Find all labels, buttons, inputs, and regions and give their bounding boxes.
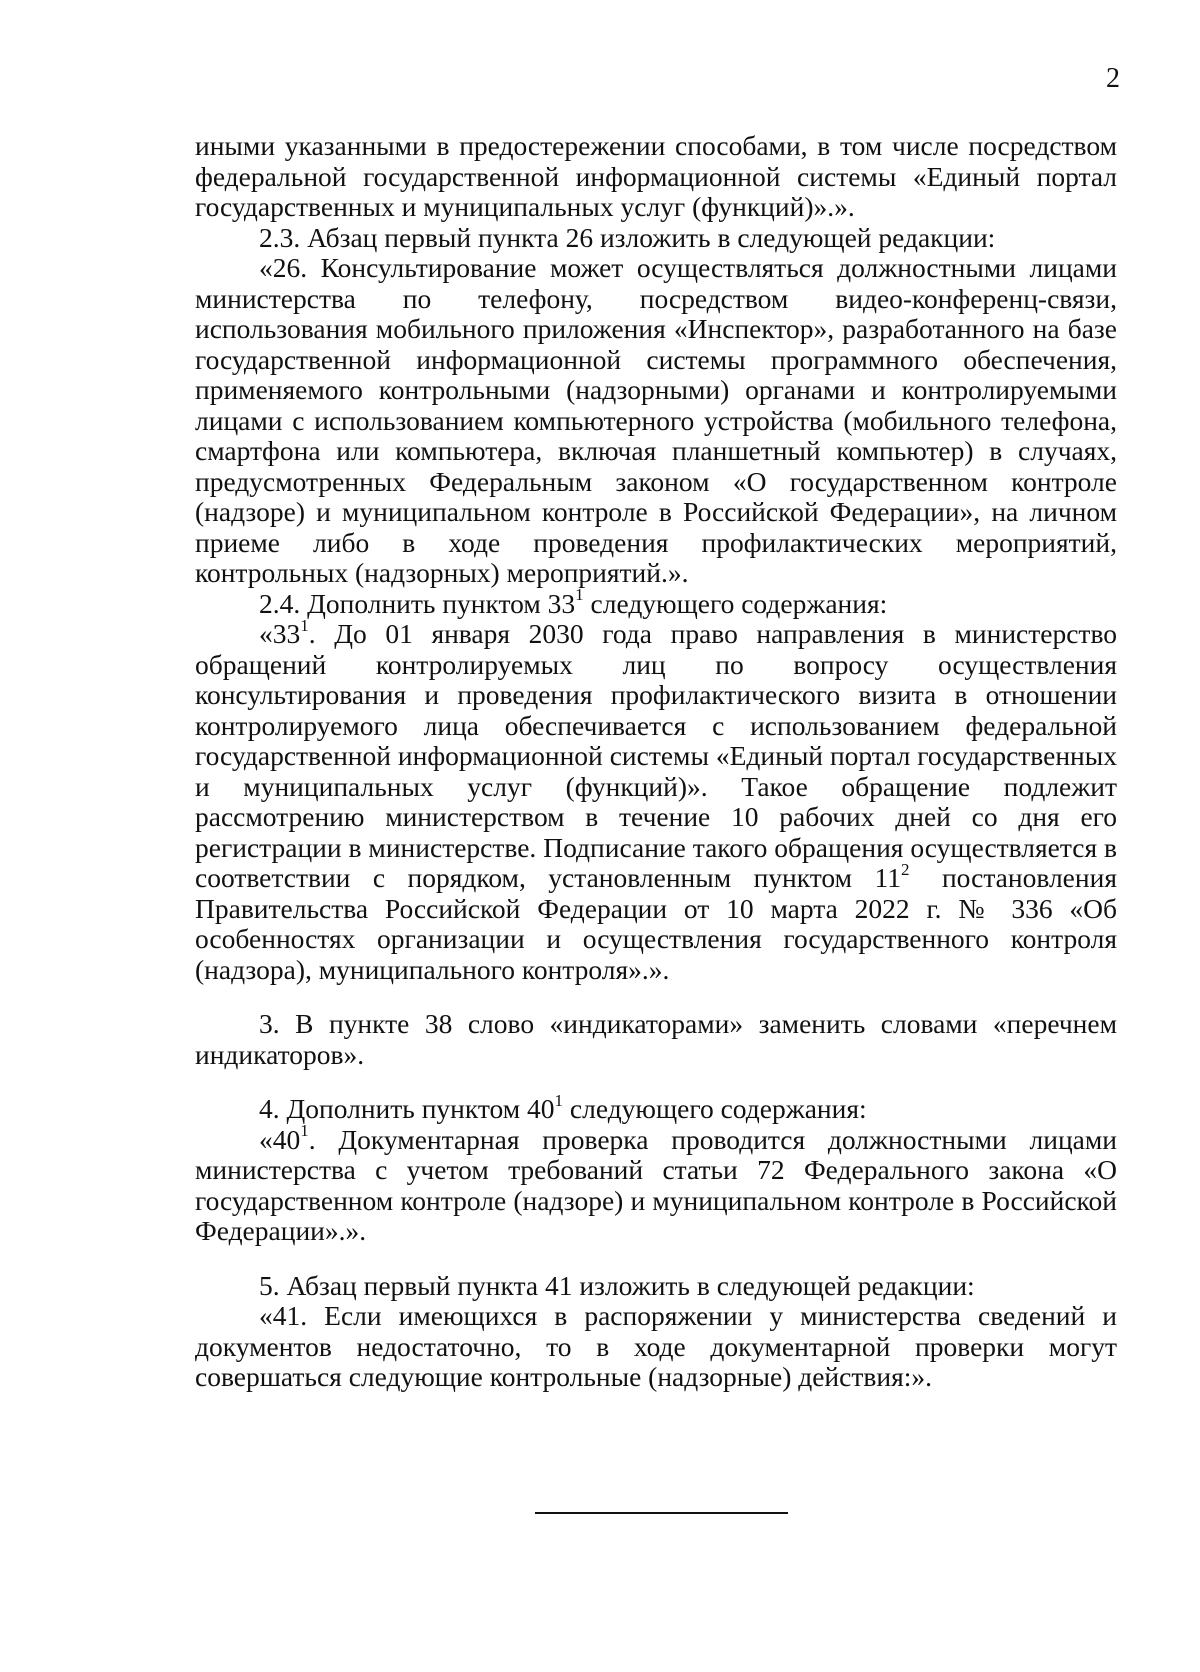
text-segment: 4. Дополнить пунктом 40 <box>259 1093 555 1124</box>
superscript: 2 <box>901 859 910 879</box>
text-segment: постановления Правительства Российской Федерации от 10 марта 2022 г. № 336 «Об особенностях организации и осуществления государственного контроля (надзора), муниципального контроля».». <box>195 862 1117 985</box>
text-segment: . Документарная проверка проводится должностными лицами министерства с учетом требований статьи 72 Федерального закона «О государственном контроле (надзоре) и муниципальном контроле в Российской Федерации».». <box>195 1123 1117 1246</box>
paragraph-quote-33-1 <box>195 615 1117 985</box>
paragraph-item-4 <box>195 1090 1117 1125</box>
superscript: 1 <box>554 1090 564 1110</box>
paragraph-item-3: 3. В пункте 38 слово «индикаторами» заменить словами «перечнем индикаторов». <box>195 1008 1117 1070</box>
closing-rule <box>535 1512 788 1514</box>
superscript: 1 <box>300 1121 309 1141</box>
paragraph-item-2-3: 2.3. Абзац первый пункта 26 изложить в следующей редакции: <box>259 221 996 253</box>
text-segment: . До 01 января 2030 года право направления в министерство обращений контролируемых лиц по вопросу осуществления консультирования и проведения профилактического визита в отношении контролируемого лица обеспечивается с использованием федеральной государственной информационной системы «Единый портал государственных и муниципальных услуг (функций)». Такое обращение подлежит рассмотрению министерством в течение 10 рабочих дней со дня его регистрации в министерстве. Подписание такого обращения осуществляется в соответствии с порядком, установленным пунктом 11 <box>195 618 1117 893</box>
paragraph-item-5: 5. Абзац первый пункта 41 изложить в следующей редакции: <box>259 1269 975 1301</box>
superscript: 1 <box>300 615 309 635</box>
paragraph-continuation: иными указанными в предостережении способами, в том числе посредством федеральной государственной информационной системы «Единый портал государственных и муниципальных услуг (функций)».». <box>195 130 1117 222</box>
paragraph-quote-40-1 <box>195 1121 1117 1247</box>
text-segment: следующего содержания: <box>583 587 888 619</box>
text-segment: 2.4. Дополнить пунктом 33 <box>259 587 576 619</box>
text-segment: «33 <box>259 618 301 649</box>
text-segment: «40 <box>259 1123 301 1155</box>
superscript: 1 <box>575 585 584 605</box>
page-number: 2 <box>1106 63 1120 94</box>
paragraph-item-2-4 <box>195 585 1117 620</box>
document-body <box>195 131 1117 1393</box>
paragraph-quote-41: «41. Если имеющихся в распоряжении у министерства сведений и документов недостаточно, то в ходе документарной проверки могут совершаться следующие контрольные (надзорные) действия:». <box>195 1300 1117 1392</box>
text-segment: следующего содержания: <box>563 1093 867 1124</box>
paragraph-quote-26: «26. Консультирование может осуществляться должностными лицами министерства по телефону, посредством видео-конференц-связи, использования мобильного приложения «Инспектор», разработанного на базе государственной информационной системы программного обеспечения, применяемого контрольными (надзорными) органами и контролируемыми лицами с использованием компьютерного устройства (мобильного телефона, смартфона или компьютера, включая планшетный компьютер) в случаях, предусмотренных Федеральным законом «О государственном контроле (надзоре) и муниципальном контроле в Российской Федерации», на личном приеме либо в ходе проведения профилактических мероприятий, контрольных (надзорных) мероприятий.». <box>195 252 1117 588</box>
